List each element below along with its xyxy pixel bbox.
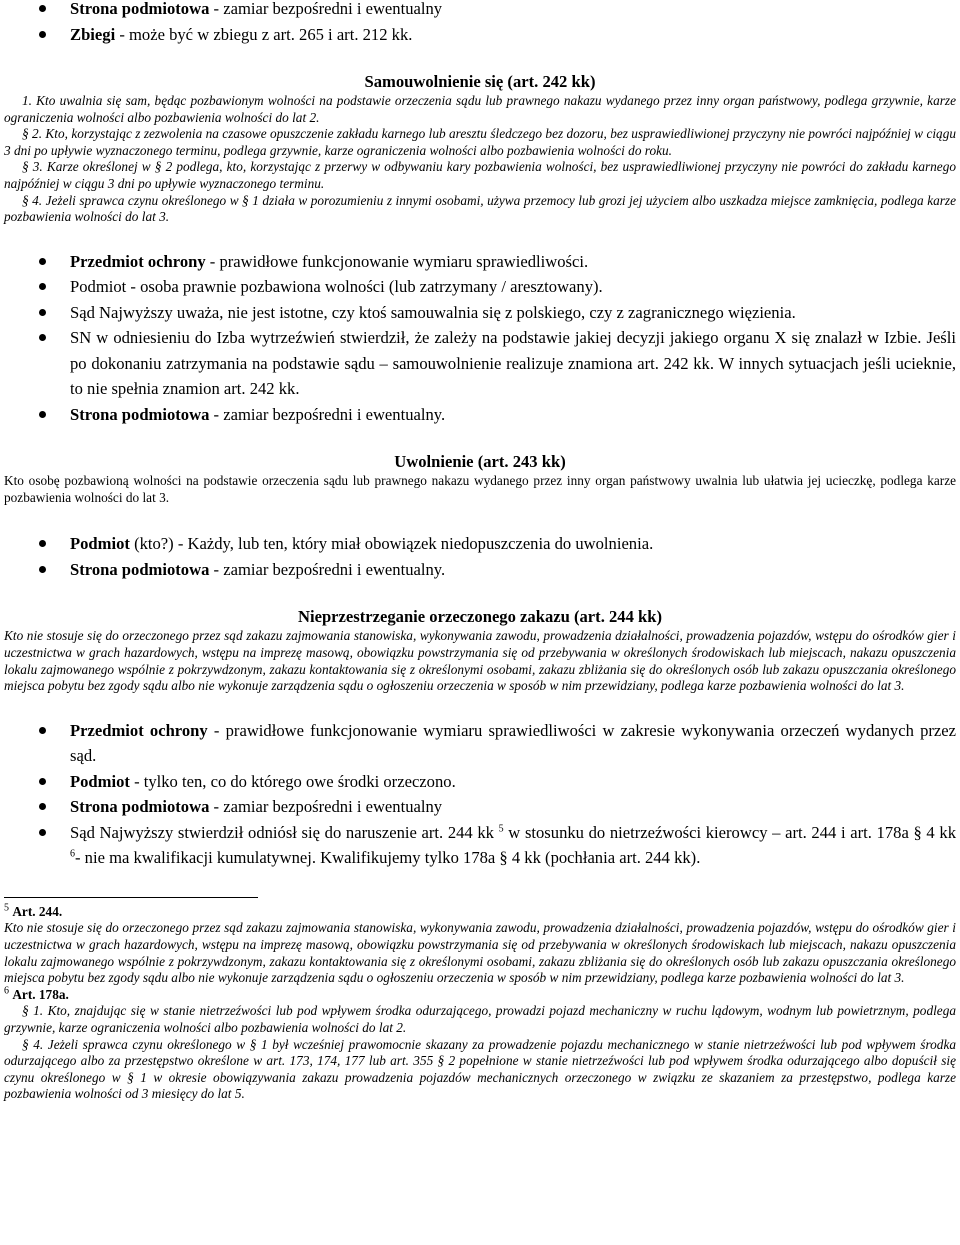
list-item: Strona podmiotowa - zamiar bezpośredni i ewentualny [70,794,956,820]
section-title-art-242: Samouwolnienie się (art. 242 kk) [364,72,596,91]
footnote-5-heading: $^5$ Art. 244. [4,902,63,919]
art-244-par-1: Kto nie stosuje się do orzeczonego przez sąd zakazu zajmowania stanowiska, wykonywania zawodu, prowadzenia działalności, prowadzenia pojazdów, wstępu do ośrodków gier i uczestnictwa w grach hazardowych, wstępu na imprezę masową, obowiązku powstrzymania się od przebywania w określonych środowiskach lub miejscach, nakazu opuszczenia lokalu zajmowanego wspólnie z pokrzywdzonym, zakazu kontaktowania się z określonymi osobami, zakazu zbliżania się do określonych osób lub zakazu opuszczania określonego miejsca pobytu bez zgody sądu albo nie wykonuje zarządzenia sądu o ogłoszeniu orzeczenia w sposób w nim przewidziany, podlega karze pozbawienia wolności do lat 3. [4,628,956,694]
list-item: Przedmiot ochrony - prawidłowe funkcjonowanie wymiaru sprawiedliwości. [70,249,956,275]
list-item: Zbiegi - może być w zbiegu z art. 265 i art. 212 kk. [70,22,956,48]
art-242-par-4: § 4. Jeżeli sprawca czynu określonego w § 1 działa w porozumieniu z innymi osobami, używa przemocy lub grozi jej użyciem albo uszkadza miejsce zamknięcia, podlega karze pozbawienia wolności do lat 3. [4,192,956,225]
art-243-par-1: Kto osobę pozbawioną wolności na podstawie orzeczenia sądu lub prawnego nakazu wydanego przez inny organ państwowy uwalnia lub ułatwia jej ucieczkę, podlega karze pozbawienia wolności do lat 3. [4,473,956,505]
bullet-list-top [4,0,956,47]
list-item: Podmiot - tylko ten, co do którego owe środki orzeczono. [70,769,956,795]
list-item: Sąd Najwyższy uważa, nie jest istotne, czy ktoś samouwalnia się z polskiego, czy z zagranicznego więzienia. [70,300,956,326]
bullet-list-242 [4,249,956,428]
art-242-par-3: § 3. Karze określonej w § 2 podlega, kto, korzystając z przerwy w odbywaniu kary pozbawienia wolności, bez usprawiedliwionej przyczyny nie powróci do zakładu karnego najpóźniej w ciągu 3 dni po upływie wyznaczonego terminu. [4,159,956,191]
list-item: Strona podmiotowa - zamiar bezpośredni i ewentualny. [70,402,956,428]
footnote-5-text: Kto nie stosuje się do orzeczonego przez sąd zakazu zajmowania stanowiska, wykonywania zawodu, prowadzenia działalności, prowadzenia pojazdów, wstępu do ośrodków gier i uczestnictwa w grach hazardowych, wstępu na imprezę masową, obowiązku powstrzymania się od przebywania w określonych środowiskach lub miejscach, nakazu opuszczenia lokalu zajmowanego wspólnie z pokrzywdzonym, zakazu kontaktowania się z określonymi osobami, zakazu zbliżania się do określonych osób lub zakazu opuszczania określonego miejsca pobytu bez zgody sądu albo nie wykonuje zarządzenia sądu o ogłoszeniu orzeczenia w sposób w nim przewidziany, podlega karze pozbawienia wolności do lat 3. [4,920,956,986]
art-243-text [4,473,956,506]
list-item: SN w odniesieniu do Izba wytrzeźwień stwierdził, że zależy na podstawie jakiej decyzji jakiego organu X się znalazł w Izbie. Jeśli po dokonaniu zatrzymania na podstawie sądu – samouwolnienie realizuje znamiona art. 242 kk. W innych sytuacjach jeśli ucieknie, to nie spełnia znamion art. 242 kk. [70,325,956,402]
list-item: Strona podmiotowa - zamiar bezpośredni i ewentualny. [70,557,956,583]
footnote-ref-5[interactable]: 5 [498,823,504,835]
list-item: Sąd Najwyższy stwierdził odniósł się do naruszenie art. 244 kk $^5$ w stosunku do nietrzeźwości kierowcy – art. 244 i art. 178a § 4 kk $^6$- nie ma kwalifikacji kumulatywnej. Kwalifikujemy tylko 178a § 4 kk (pochłania art. 244 kk). [70,820,956,871]
art-242-par-2: § 2. Kto, korzystając z zezwolenia na czasowe opuszczenie zakładu karnego lub aresztu śledczego bez dozoru, bez usprawiedliwionej przyczyny nie powróci najpóźniej w ciągu 3 dni po upływie wyznaczonego terminu, podlega grzywnie, karze ograniczenia wolności albo pozbawienia wolności do roku. [4,126,956,158]
footnote-6-heading: $^6$ Art. 178a. [4,985,69,1002]
bullet-list-243 [4,531,956,582]
art-242-text [4,93,956,226]
list-item: Podmiot - osoba prawnie pozbawiona wolności (lub zatrzymany / aresztowany). [70,274,956,300]
section-title-art-244: Nieprzestrzeganie orzeczonego zakazu (art. 244 kk) [297,607,663,627]
art-244-text [4,628,956,694]
list-item: Strona podmiotowa - zamiar bezpośredni i ewentualny [70,0,956,22]
footnote-separator [4,897,258,898]
art-242-par-1: 1. Kto uwalnia się sam, będąc pozbawionym wolności na podstawie orzeczenia sądu lub prawnego nakazu wydanego przez inny organ państwowy, podlega grzywnie, karze ograniczenia wolności albo pozbawienia wolności do lat 2. [4,93,956,125]
footnote-ref-6[interactable]: 6 [70,848,75,860]
section-title-art-243: Uwolnienie (art. 243 kk) [394,452,566,472]
bullet-list-244 [4,718,956,871]
list-item: Podmiot (kto?) - Każdy, lub ten, który miał obowiązek niedopuszczenia do uwolnienia. [70,531,956,557]
list-item: Przedmiot ochrony - prawidłowe funkcjonowanie wymiaru sprawiedliwości w zakresie wykonywania orzeczeń wydanych przez sąd. [70,718,956,769]
footnotes [4,897,956,1103]
footnote-6-par-1: § 1. Kto, znajdując się w stanie nietrzeźwości lub pod wpływem środka odurzającego, prowadzi pojazd mechaniczny w ruchu lądowym, wodnym lub powietrznym, podlega grzywnie, karze ograniczenia wolności albo pozbawienia wolności do lat 2. [4,1003,956,1035]
footnote-6-par-4: § 4. Jeżeli sprawca czynu określonego w § 1 był wcześniej prawomocnie skazany za prowadzenie pojazdu mechanicznego w stanie nietrzeźwości lub pod wpływem środka odurzającego albo za przestępstwo określone w art. 173, 174, 177 lub art. 355 § 2 popełnione w stanie nietrzeźwości lub pod wpływem środka odurzającego albo dopuścił się czynu określonego w § 1 w okresie obowiązywania zakazu prowadzenia pojazdów mechanicznych orzeczonego w związku ze skazaniem za przestępstwo, podlega karze pozbawienia wolności od 3 miesięcy do lat 5. [4,1036,956,1102]
